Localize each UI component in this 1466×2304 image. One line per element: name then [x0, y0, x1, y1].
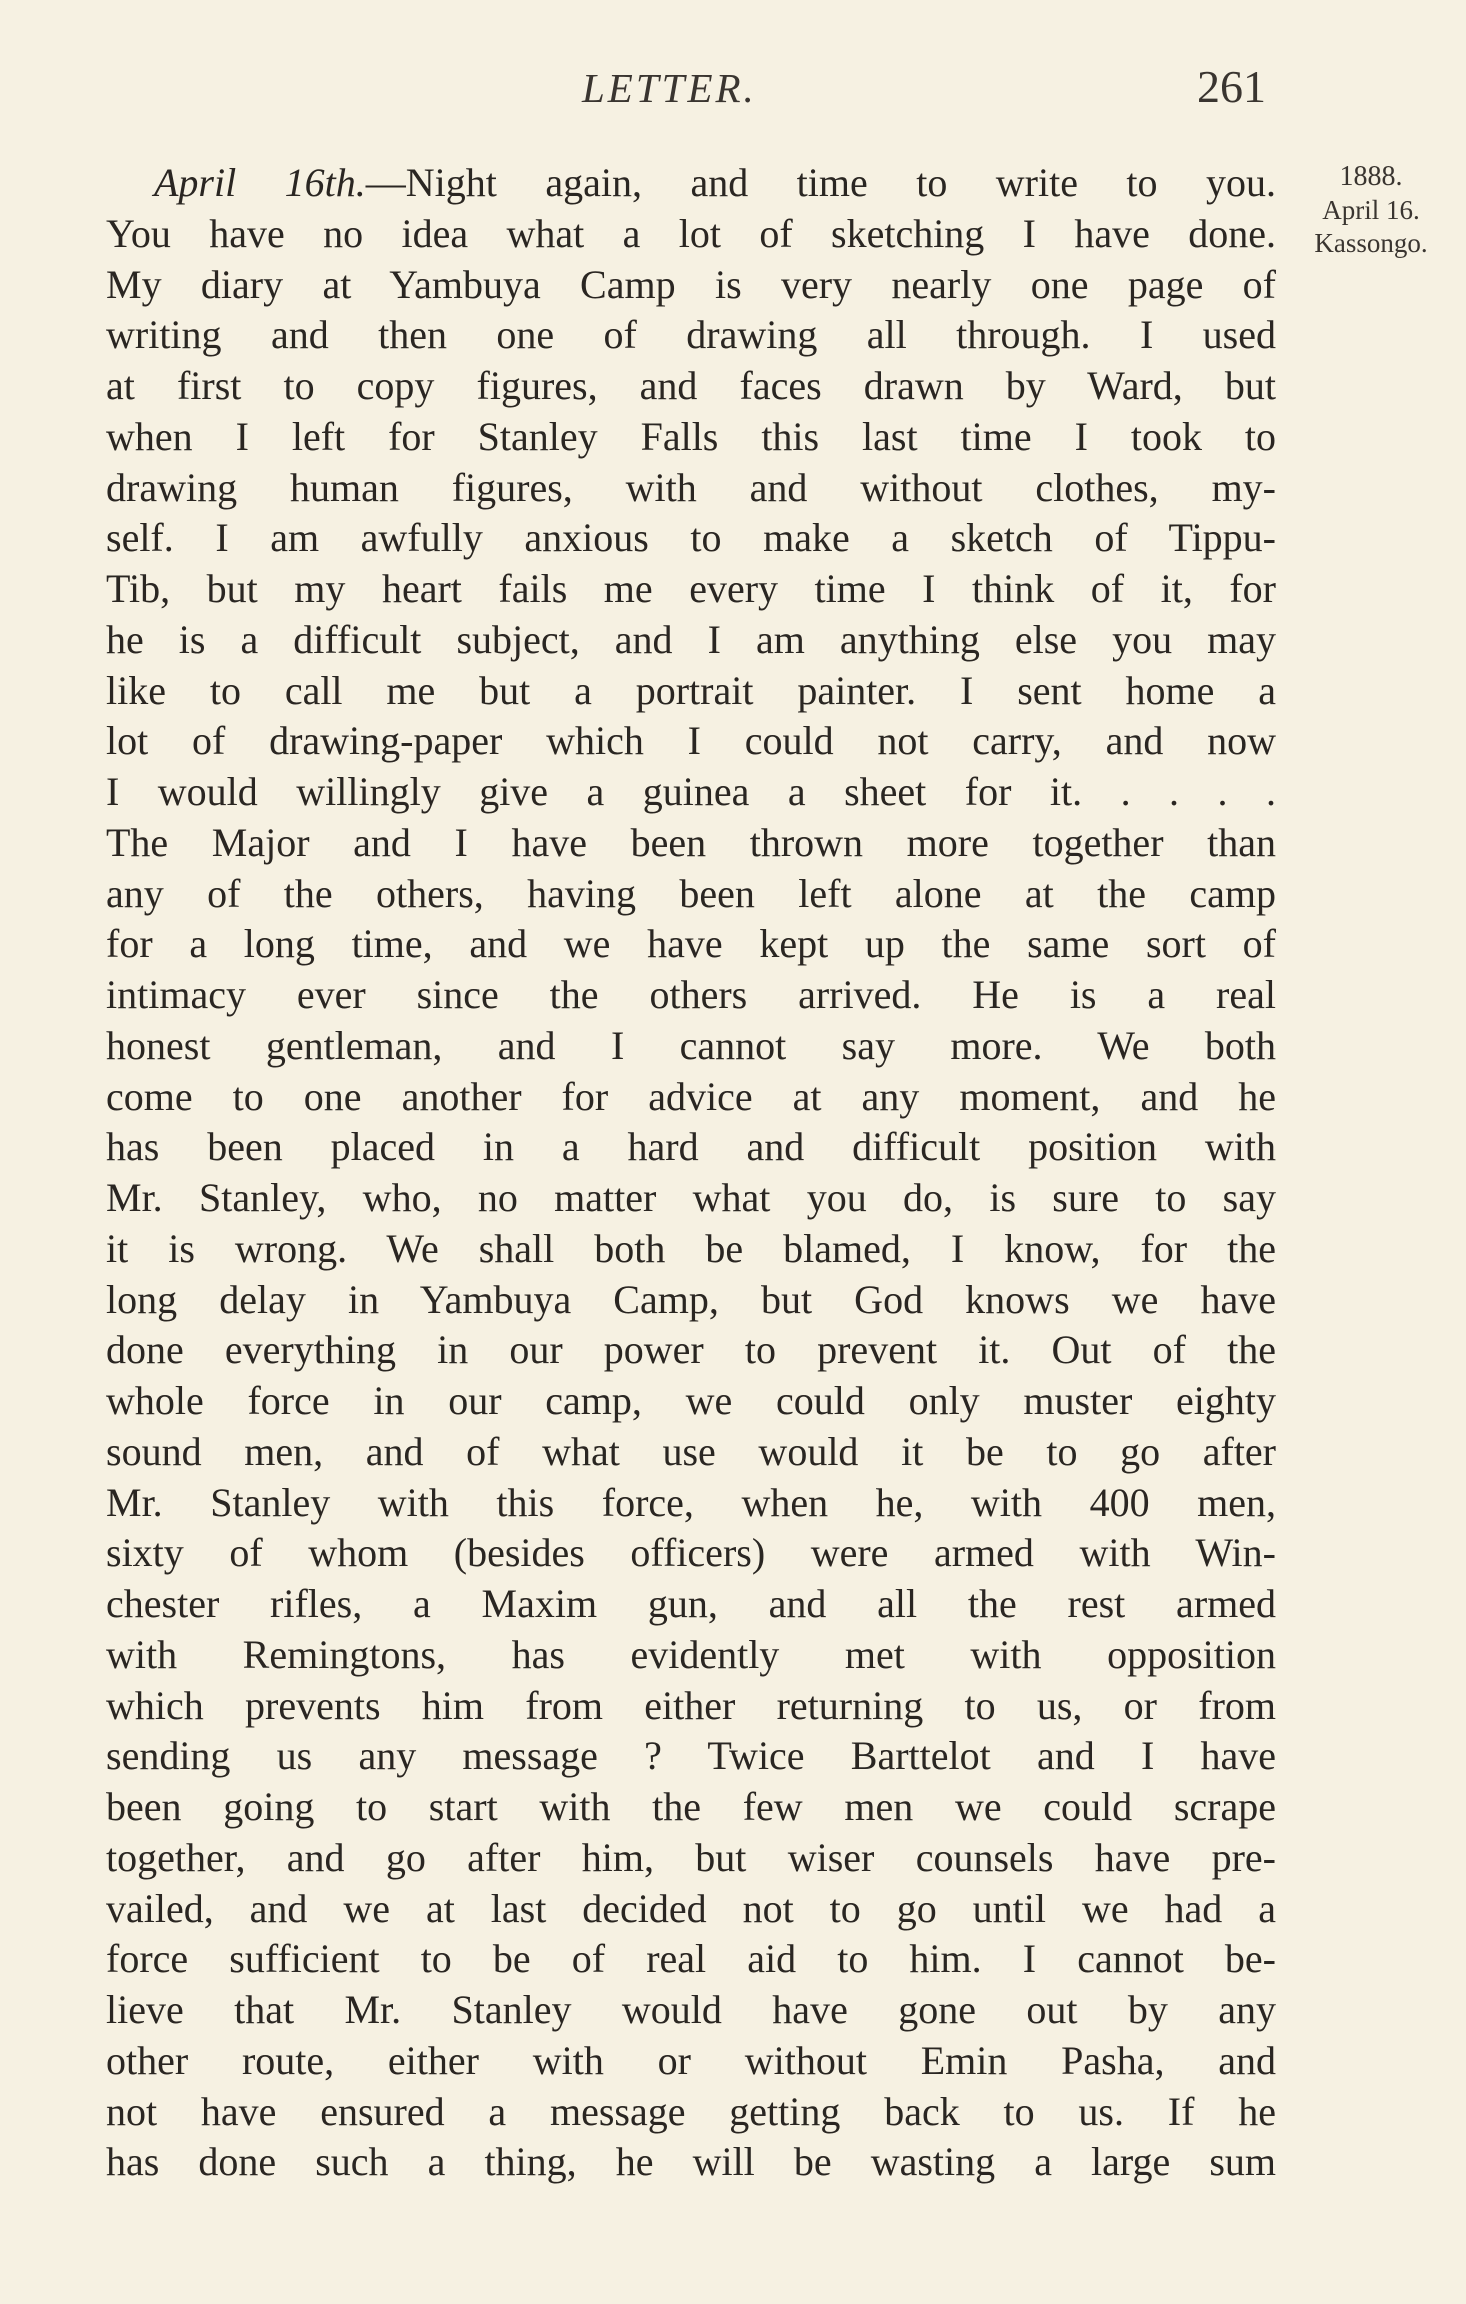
- text-line: he is a difficult subject, and I am anything else you may: [106, 616, 1276, 662]
- text-line: writing and then one of drawing all through. I used: [106, 312, 1276, 358]
- text-line: when I left for Stanley Falls this last time I took to: [106, 413, 1276, 459]
- text-line: My diary at Yambuya Camp is very nearly one page of: [106, 261, 1276, 307]
- text-line: any of the others, having been left alone at the camp: [106, 870, 1276, 916]
- text-line: it is wrong. We shall both be blamed, I know, for the: [106, 1225, 1276, 1271]
- text-line: at first to copy figures, and faces drawn by Ward, but: [106, 363, 1276, 408]
- text-line: force sufficient to be of real aid to him. I cannot be-: [106, 1936, 1276, 1982]
- text-line: whole force in our camp, we could only muster eighty: [106, 1378, 1276, 1423]
- text-line: Mr. Stanley, who, no matter what you do, is sure to say: [106, 1175, 1276, 1220]
- text-line: been going to start with the few men we could scrape: [106, 1784, 1276, 1829]
- text-line: chester rifles, a Maxim gun, and all the rest armed: [106, 1581, 1276, 1626]
- text-line: for a long time, and we have kept up the same sort of: [106, 921, 1276, 967]
- text-line: has done such a thing, he will be wasting a large sum: [106, 2139, 1276, 2185]
- text-line: Tib, but my heart fails me every time I think of it, for: [106, 566, 1276, 611]
- margin-note: [1296, 160, 1446, 260]
- text-line: come to one another for advice at any moment, and he: [106, 1073, 1276, 1119]
- text-line: lot of drawing-paper which I could not carry, and now: [106, 718, 1276, 764]
- text-line: long delay in Yambuya Camp, but God knows we have: [106, 1276, 1276, 1322]
- text-line: done everything in our power to prevent it. Out of the: [106, 1327, 1276, 1373]
- text-line: self. I am awfully anxious to make a sketch of Tippu-: [106, 515, 1276, 561]
- text-line: with Remingtons, has evidently met with opposition: [106, 1631, 1276, 1677]
- text-line: Mr. Stanley with this force, when he, with 400 men,: [106, 1479, 1276, 1525]
- text-line: I would willingly give a guinea a sheet for it. . . . .: [106, 769, 1276, 814]
- margin-note-place: Kassongo.: [1314, 228, 1428, 258]
- text-line: together, and go after him, but wiser counsels have pre-: [106, 1834, 1276, 1880]
- margin-note-date: April 16.: [1322, 195, 1420, 225]
- text-line: other route, either with or without Emin Pasha, and: [106, 2037, 1276, 2083]
- running-head: LETTER.: [582, 65, 757, 111]
- text-line: sending us any message ? Twice Barttelot and I have: [106, 1733, 1276, 1779]
- text-line: sound men, and of what use would it be to go after: [106, 1428, 1276, 1474]
- text-line: honest gentleman, and I cannot say more. We both: [106, 1022, 1276, 1068]
- text-line: which prevents him from either returning to us, or from: [106, 1682, 1276, 1728]
- margin-note-year: 1888.: [1339, 161, 1403, 192]
- text-line: drawing human figures, with and without clothes, my-: [106, 464, 1276, 510]
- text-line: lieve that Mr. Stanley would have gone out by any: [106, 1987, 1276, 2032]
- body-text: [106, 158, 1276, 2188]
- text-line: intimacy ever since the others arrived. He is a real: [106, 972, 1276, 1017]
- text-line: vailed, and we at last decided not to go until we had a: [106, 1885, 1276, 1931]
- page-number: 261: [1197, 61, 1266, 112]
- text-line: not have ensured a message getting back to us. If he: [106, 2088, 1276, 2134]
- line-text: —Night again, and time to write to you.: [365, 160, 1276, 205]
- text-line: The Major and I have been thrown more together than: [106, 819, 1276, 865]
- text-line: You have no idea what a lot of sketching I have done.: [106, 210, 1276, 256]
- text-line: [106, 158, 1276, 209]
- text-line: has been placed in a hard and difficult position with: [106, 1124, 1276, 1170]
- text-line: sixty of whom (besides officers) were armed with Win-: [106, 1530, 1276, 1576]
- text-line: like to call me but a portrait painter. I sent home a: [106, 667, 1276, 713]
- date-prefix: April 16th.: [154, 160, 366, 205]
